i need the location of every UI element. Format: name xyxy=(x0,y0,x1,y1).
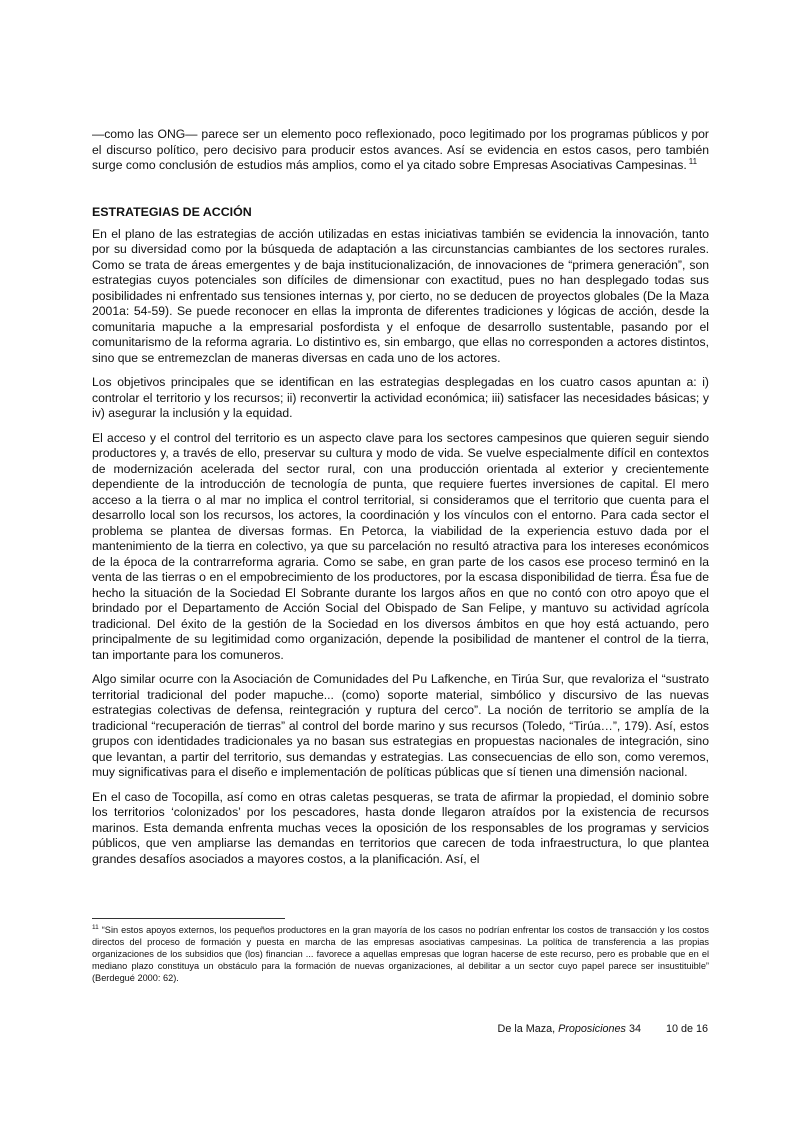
page-body xyxy=(92,127,709,867)
body-paragraph: En el caso de Tocopilla, así como en otras caletas pesqueras, se trata de afirmar la propiedad, el dominio sobre los territorios ‘colonizados’ por los pescadores, hasta donde llegaron atraídos por la existencia de recursos marinos. Esta demanda enfrenta muchas veces la oposición de los responsables de los programas y servicios públicos, que ven ampliarse las demandas en territorios que carecen de toda infraestructura, lo que plantea grandes desafíos asociados a mayores costos, a la planificación. Así, el xyxy=(92,789,709,866)
body-paragraph: En el plano de las estrategias de acción utilizadas en estas iniciativas también se evidencia la innovación, tanto por su diversidad como por la búsqueda de adaptación a las circunstancias cambiantes de los sectores rurales. Como se trata de áreas emergentes y de baja institucionalización, de innovaciones de “primera generación”, son estrategias cuyos potenciales son difíciles de dimensionar con exactitud, pues no han desplegado todas sus posibilidades ni enfrentado sus tensiones internas y, por cierto, no se deducen de proyectos globales (De la Maza 2001a: 54-59). Se puede reconocer en ellas la impronta de diferentes tradiciones y lógicas de acción, desde la comunitaria mapuche a la empresarial posfordista y el enfoque de desarrollo sustentable, pasando por el comunitarismo de la reforma agraria. Lo distintivo es, sin embargo, que ellas no corresponden a actores distintos, sino que se entremezclan de maneras diversas en cada uno de los actores. xyxy=(92,226,709,365)
footer-journal: Proposiciones xyxy=(558,1023,626,1035)
paragraph-text: —como las ONG— parece ser un elemento poco reflexionado, poco legitimado por los programas públicos y por el discurso político, pero decisivo para producir estos avances. Así se evidencia en estos casos, pero también surge como conclusión de estudios más amplios, como el ya citado sobre Empresas Asociativas Campesinas. xyxy=(92,127,709,172)
body-paragraph: Algo similar ocurre con la Asociación de Comunidades del Pu Lafkenche, en Tirúa Sur, que revaloriza el “sustrato territorial tradicional del poder mapuche... (como) soporte material, simbólico y discursivo de las nuevas estrategias colectivas de defensa, reintegración y ruptura del cerco”. La noción de territorio se amplía de la tradicional “recuperación de tierras” al control del borde marino y sus recursos (Toledo, “Tirúa…”, 179). Así, estos grupos con identidades tradicionales ya no basan sus estrategias en propuestas nacionales de integración, sino que levantan, a partir del territorio, sus demandas y estrategias. Las consecuencias de ello son, como veremos, muy significativas para el diseño e implementación de políticas públicas que sí tienen una dimensión nacional. xyxy=(92,672,709,779)
footer-author: De la Maza, xyxy=(497,1023,556,1035)
footnote xyxy=(92,924,709,984)
footnote-reference[interactable]: 11 xyxy=(688,156,698,166)
body-paragraph: Los objetivos principales que se identifican en las estrategias desplegadas en los cuatro casos apuntan a: i) controlar el territorio y los recursos; ii) reconvertir la actividad económica; iii) satisfacer las necesidades básicas; y iv) asegurar la inclusión y la equidad. xyxy=(92,375,709,420)
section-heading: ESTRATEGIAS DE ACCIÓN xyxy=(92,204,252,219)
body-paragraph: El acceso y el control del territorio es un aspecto clave para los sectores campesinos que quieren seguir siendo productores y, a través de ello, preservar su cultura y modo de vida. Se vuelve especialmente difícil en contextos de modernización acelerada del sector rural, con una producción orientada al exterior y crecientemente dependiente de la introducción de tecnología de punta, que requiere fuertes inversiones de capital. El mero acceso a la tierra o al mar no implica el control territorial, si consideramos que el territorio que cuenta para el desarrollo local son los recursos, los actores, la coordinación y los vínculos con el entorno. Para cada sector el problema se plantea de diversas formas. En Petorca, la viabilidad de la experiencia estuvo dada por el mantenimiento de la tierra en colectivo, ya que su parcelación no resultó atractiva para los intereses económicos de la época de la contrarreforma agraria. Como se sabe, en gran parte de los casos ese proceso terminó en la venta de las tierras o en el empobrecimiento de los productores, por la escasa disponibilidad de tierra. Ésa fue de hecho la situación de la Sociedad El Sobrante durante los largos años en que no contó con otro apoyo que el brindado por el Departamento de Acción Social del Obispado de San Felipe, y mantuvo su actividad agrícola tradicional. Del éxito de la gestión de la Sociedad en los diversos ámbitos en que hoy está actuando, pero principalmente de su legitimidad como organización, depende la posibilidad de mantener el control de la tierra, tan importante para los comuneros. xyxy=(92,430,709,662)
footnote-separator xyxy=(92,918,285,919)
body-paragraph-intro xyxy=(92,127,709,174)
footnote-text: “Sin estos apoyos externos, los pequeños productores en la gran mayoría de los casos no podrían enfrentar los costos de transacción y los costos directos del proceso de formación y puesta en marcha de las empresas asociativas campesinas. La política de transferencia a las propias organizaciones de los subsidios que (los) financian ... favorece a aquellas empresas que logran hacerse de este recurso, pero es probable que en el mediano plazo constituya un obstáculo para la formación de nuevas organizaciones, al debilitar a un sector cuyo papel parece ser insustituible” (Berdegué 2000: 62). xyxy=(92,925,709,984)
footer-issue: 34 xyxy=(628,1023,641,1035)
page-footer xyxy=(498,1022,708,1036)
page-number: 10 de 16 xyxy=(665,1023,708,1035)
footnote-number: 11 xyxy=(92,923,99,931)
